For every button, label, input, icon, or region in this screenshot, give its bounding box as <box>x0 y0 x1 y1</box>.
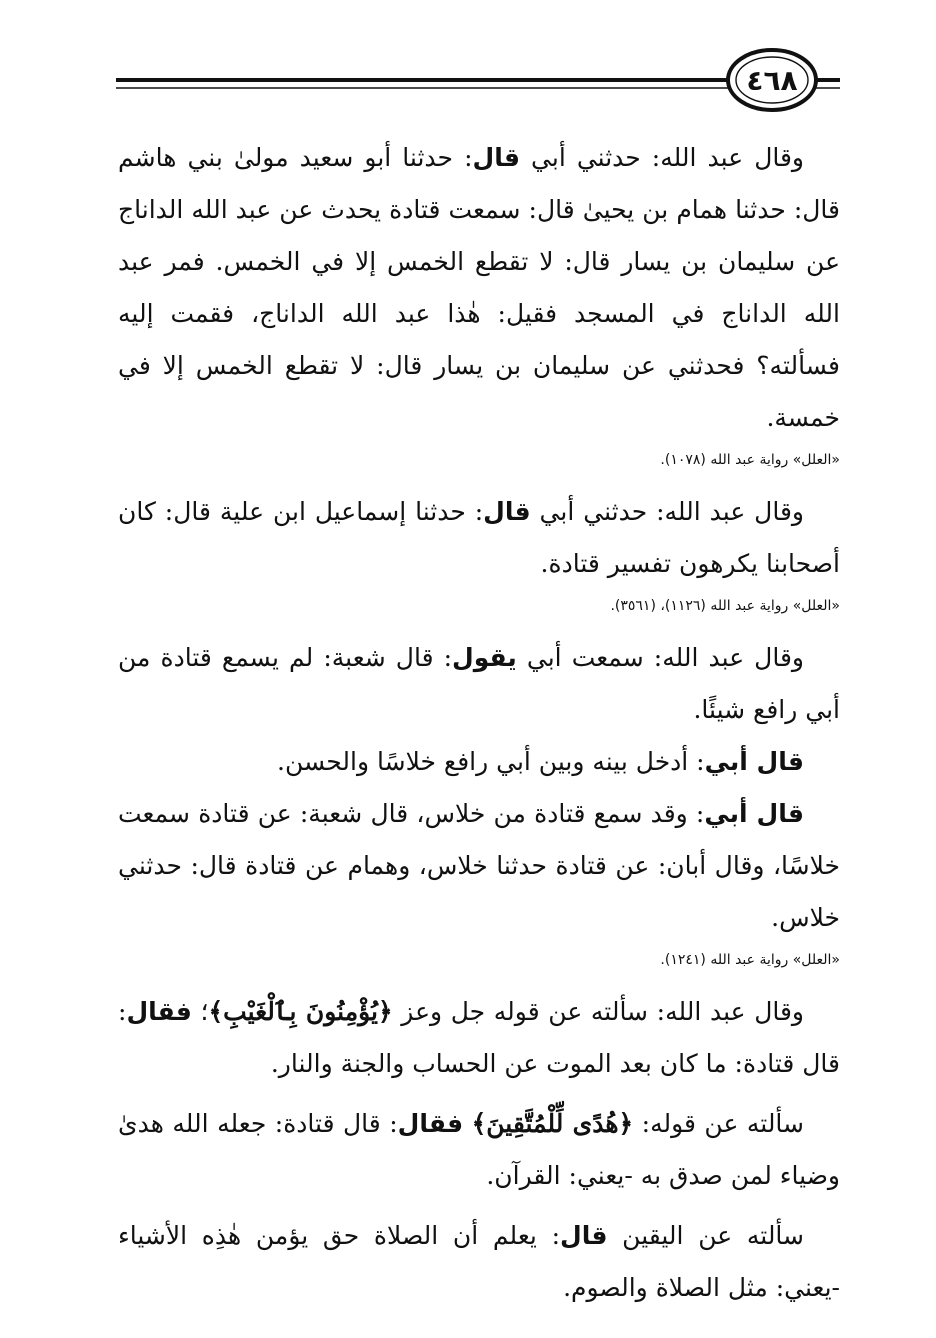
text-run: وقال عبد الله: سمعت أبي <box>516 643 804 672</box>
source-citation: «العلل» رواية عبد الله (١١٢٦)، (٣٥٦١). <box>610 598 840 614</box>
paragraph <box>118 986 840 1090</box>
source-citation: «العلل» رواية عبد الله (١٢٤١). <box>660 952 840 968</box>
paragraph <box>118 132 840 444</box>
text-run: ؛ <box>191 997 209 1026</box>
text-run: وقال عبد الله: حدثني أبي <box>519 143 804 172</box>
text-run: : حدثنا إسماعيل ابن علية قال: كان أصحابنا يكرهون تفسير قتادة. <box>118 497 840 578</box>
quran-quote: ﴿يُؤْمِنُونَ بِٱلْغَيْبِ﴾ <box>208 997 393 1026</box>
bold-keyword: قال <box>560 1221 608 1250</box>
text-run: : أدخل بينه وبين أبي رافع خلاسًا والحسن. <box>277 747 705 776</box>
page-body <box>118 132 840 1314</box>
bold-keyword: يقول <box>452 643 517 672</box>
bold-keyword: قال أبي <box>704 747 804 776</box>
text-run: : قال شعبة: لم يسمع قتادة من أبي رافع شيئًا. <box>118 643 840 724</box>
text-run: سألته عن اليقين <box>607 1221 804 1250</box>
paragraph <box>118 736 840 788</box>
bold-keyword: فقال <box>126 997 192 1026</box>
quran-quote: ﴿هُدًى لِّلْمُتَّقِينَ﴾ <box>471 1109 634 1138</box>
text-run: : حدثنا أبو سعيد مولىٰ بني هاشم قال: حدثنا همام بن يحيىٰ قال: سمعت قتادة يحدث عن عبد الله الداناج عن سليمان بن يسار قال: لا تقطع الخمس إلا في الخمس. فمر عبد الله الداناج في المسجد فقيل: هٰذا عبد الله الداناج، فقمت إليه فسألته؟ فحدثني عن سليمان بن يسار قال: لا تقطع الخمس إلا في خمسة. <box>118 143 840 432</box>
bold-keyword: قال أبي <box>704 799 805 828</box>
page-number: ٤٦٨ <box>746 63 798 97</box>
paragraph <box>118 632 840 736</box>
text-run: : قال قتادة: ما كان بعد الموت عن الحساب والجنة والنار. <box>118 997 840 1078</box>
text-run: سألته عن قوله: <box>633 1109 804 1138</box>
text-run: : قال قتادة: جعله الله هدىٰ وضياء لمن صدق به -يعني: القرآن. <box>118 1109 840 1190</box>
text-run: وقال عبد الله: حدثني أبي <box>530 497 804 526</box>
paragraph <box>118 486 840 590</box>
text-run: : وقد سمع قتادة من خلاس، قال شعبة: عن قتادة سمعت خلاسًا، وقال أبان: عن قتادة حدثنا خلاس، وهمام عن قتادة قال: حدثني خلاس. <box>118 799 840 932</box>
text-run <box>463 1109 472 1138</box>
bold-keyword: فقال <box>397 1109 464 1138</box>
source-citation: «العلل» رواية عبد الله (١٠٧٨). <box>660 452 840 468</box>
paragraph <box>118 1210 840 1314</box>
text-run: : يعلم أن الصلاة حق يؤمن هٰذِه الأشياء -يعني: مثل الصلاة والصوم. <box>118 1221 840 1302</box>
page-header <box>0 0 936 130</box>
text-run: وقال عبد الله: سألته عن قوله جل وعز <box>392 997 804 1026</box>
bold-keyword: قال <box>472 143 520 172</box>
paragraph <box>118 788 840 944</box>
bold-keyword: قال <box>483 497 531 526</box>
paragraph <box>118 1098 840 1202</box>
